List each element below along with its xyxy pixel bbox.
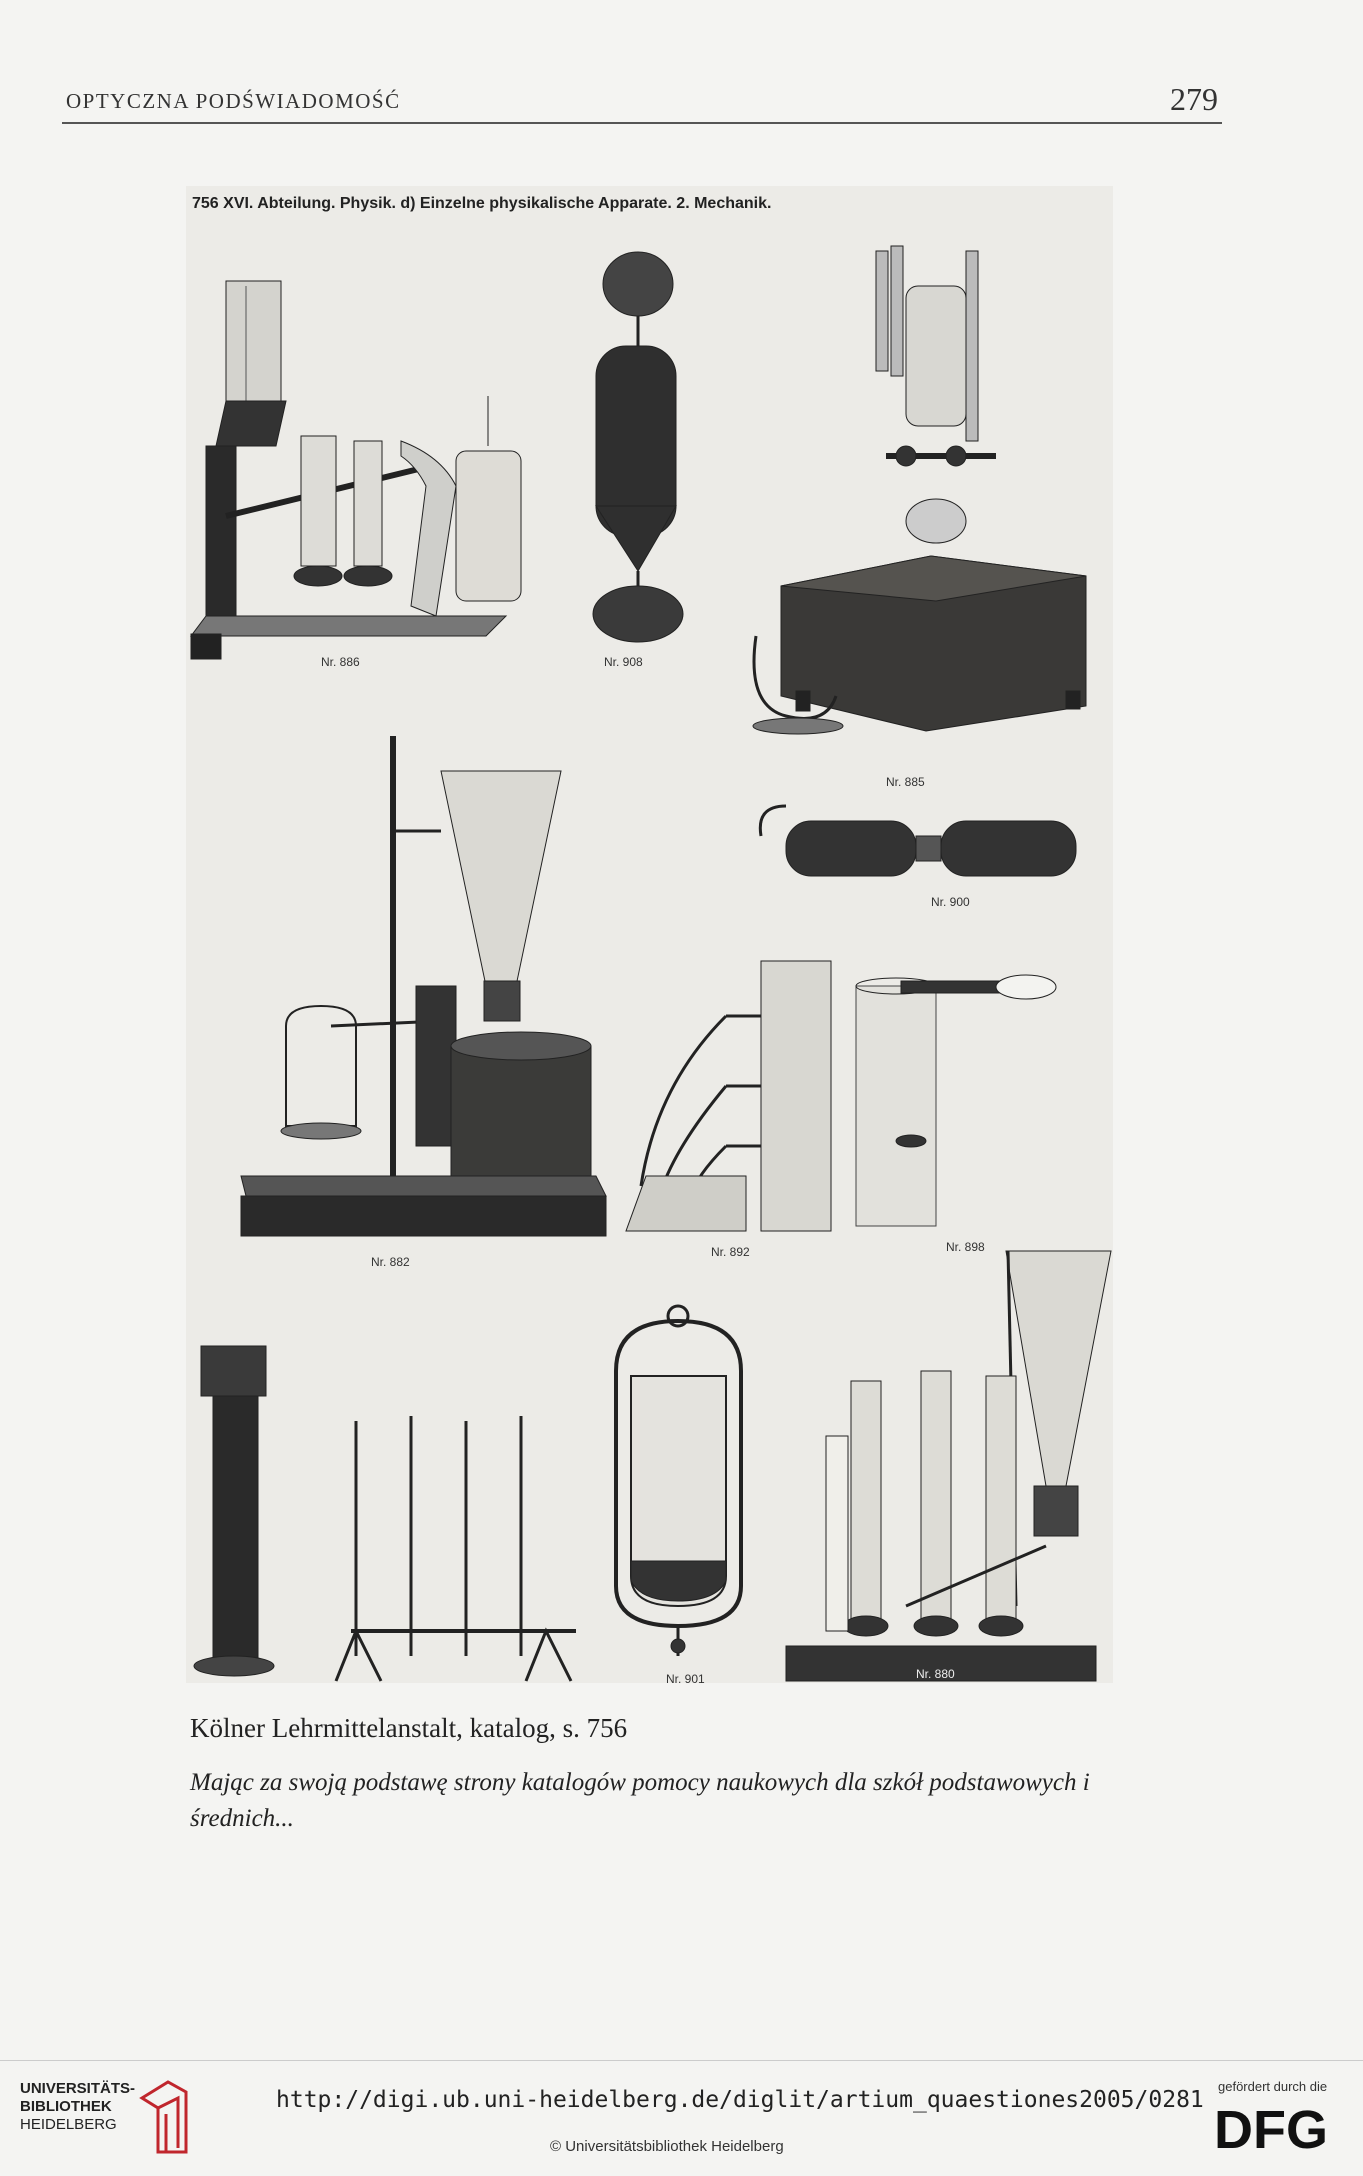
library-logo-icon <box>138 2078 190 2156</box>
label-nr-886: Nr. 886 <box>321 655 360 669</box>
label-nr-880: Nr. 880 <box>916 1667 955 1681</box>
dfg-logo-text: DFG <box>1214 2100 1328 2156</box>
library-name-line3: HEIDELBERG <box>20 2116 117 2133</box>
permalink-url[interactable]: http://digi.ub.uni-heidelberg.de/diglit/artium_quaestiones2005/0281 <box>276 2087 1204 2113</box>
footer-divider <box>0 2060 1363 2061</box>
label-nr-908: Nr. 908 <box>604 655 643 669</box>
label-nr-900: Nr. 900 <box>931 895 970 909</box>
label-nr-898: Nr. 898 <box>946 1240 985 1254</box>
running-head: OPTYCZNA PODŚWIADOMOŚĆ <box>66 89 401 113</box>
library-name <box>20 2080 135 2134</box>
funded-by-label: gefördert durch die <box>1218 2079 1328 2094</box>
catalog-plate-illustration <box>186 186 1113 1683</box>
label-nr-885: Nr. 885 <box>886 775 925 789</box>
page-header <box>62 70 1222 124</box>
library-name-line1: UNIVERSITÄTS- <box>20 2080 136 2097</box>
copyright-notice: © Universitätsbibliothek Heidelberg <box>550 2138 784 2155</box>
dfg-logo <box>1212 2098 1344 2156</box>
library-name-line2: BIBLIOTHEK <box>20 2098 112 2115</box>
figure-description: Mając za swoją podstawę strony katalogów pomocy naukowych dla szkół podstawowych i średnich... <box>190 1769 1090 1832</box>
catalog-plate-image <box>186 186 1113 1683</box>
page-number: 279 <box>1170 81 1218 117</box>
figure-caption: Kölner Lehrmittelanstalt, katalog, s. 756 <box>190 1713 628 1743</box>
label-nr-882: Nr. 882 <box>371 1255 410 1269</box>
page-footer <box>0 2070 1363 2176</box>
label-nr-892: Nr. 892 <box>711 1245 750 1259</box>
label-nr-901: Nr. 901 <box>666 1672 705 1683</box>
plate-heading: 756 XVI. Abteilung. Physik. d) Einzelne physikalische Apparate. 2. Mechanik. <box>192 195 772 212</box>
